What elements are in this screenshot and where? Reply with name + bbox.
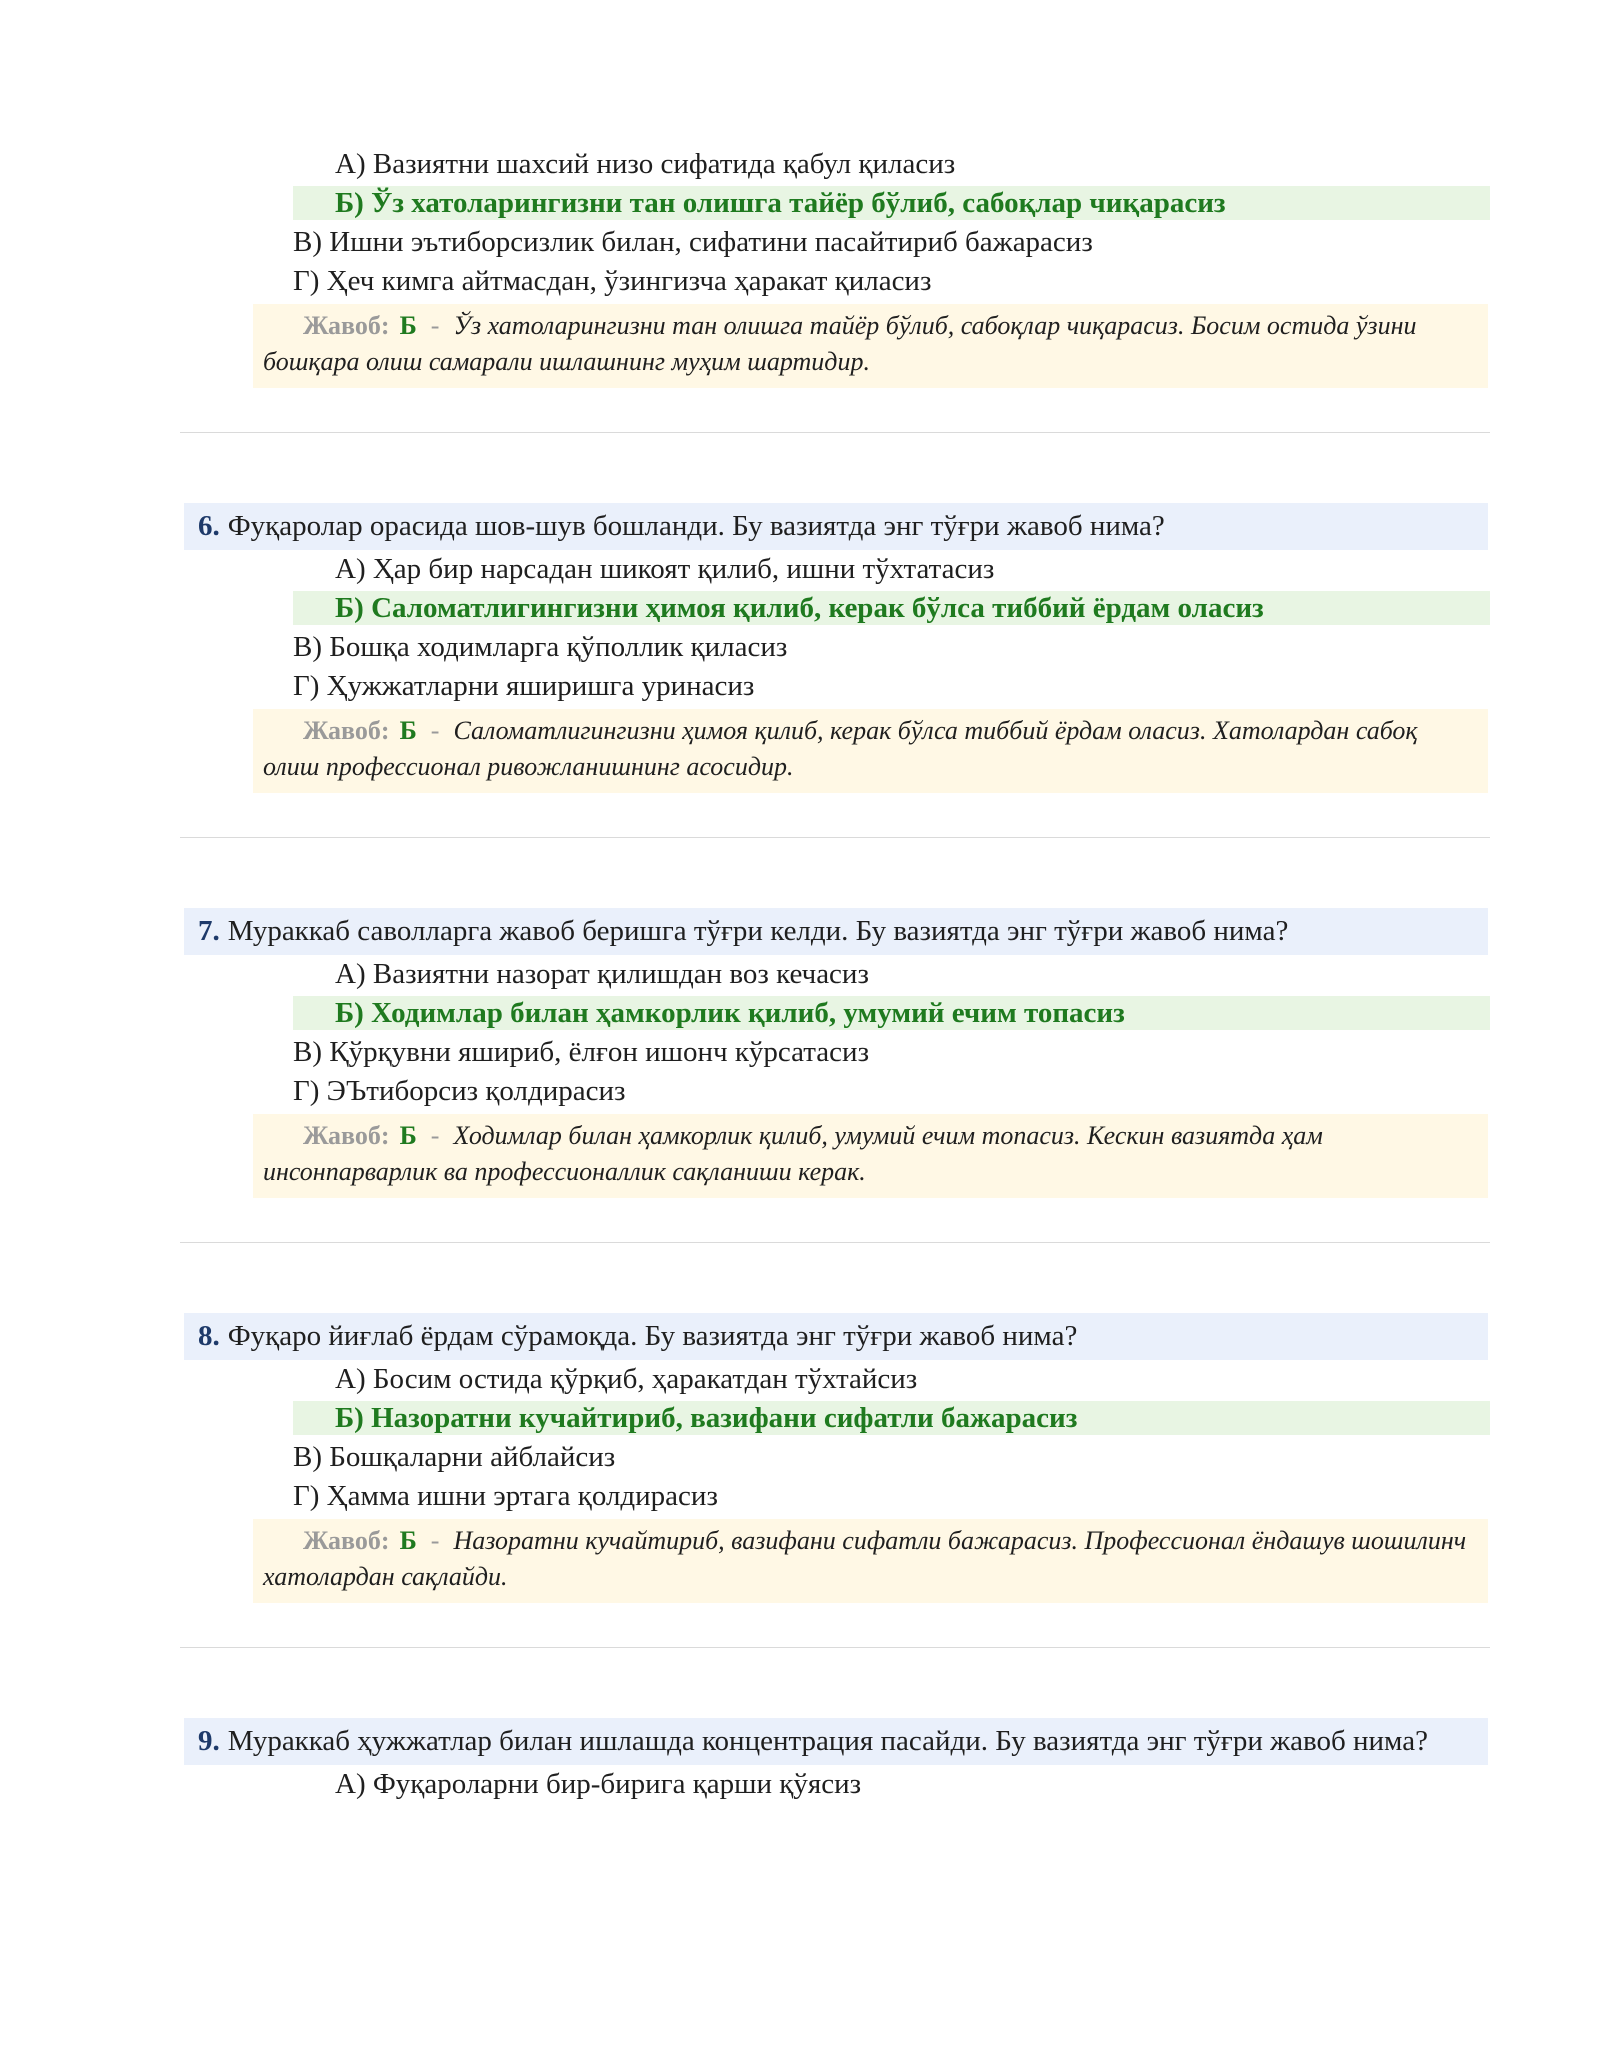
answer-box [253,304,1488,388]
option-g: Г) ЭЪтиборсиз қолдирасиз [293,1075,626,1107]
option-b-correct: Б) Ўз хатоларингизни тан олишга тайёр бўлиб, сабоқлар чиқарасиз [293,186,1490,220]
option-g: Г) Ҳеч кимга айтмасдан, ўзингизча ҳаракат қиласиз [293,265,932,297]
answer-text: Саломатлигингизни ҳимоя қилиб, керак бўлса тиббий ёрдам оласиз. Хатолардан сабоқ олиш профессионал ривожланишнинг асосидир. [263,716,1418,781]
question-header [184,908,1488,955]
question-header [184,503,1488,550]
question-text: Мураккаб ҳужжатлар билан ишлашда концентрация пасайди. Бу вазиятда энг тўғри жавоб нима? [227,1725,1428,1757]
question-number: 6. [198,510,220,542]
question-text: Фуқаро йиғлаб ёрдам сўрамоқда. Бу вазиятда энг тўғри жавоб нима? [227,1320,1078,1352]
answer-letter: Б [399,1121,417,1150]
question-text: Фуқаролар орасида шов-шув бошланди. Бу вазиятда энг тўғри жавоб нима? [227,510,1165,542]
question-number: 9. [198,1725,220,1757]
question-number: 8. [198,1320,220,1352]
option-g: Г) Ҳамма ишни эртага қолдирасиз [293,1480,718,1512]
question-block-7 [180,908,1490,1243]
answer-label: Жавоб: [303,716,390,745]
answer-dash: - [430,311,440,340]
quiz-content [180,145,1490,1806]
option-b-correct: Б) Саломатлигингизни ҳимоя қилиб, керак бўлса тиббий ёрдам оласиз [293,591,1490,625]
answer-box [253,1519,1488,1603]
option-b-correct: Б) Ходимлар билан ҳамкорлик қилиб, умумий ечим топасиз [293,996,1490,1030]
section-divider [180,1647,1490,1648]
question-block-8 [180,1313,1490,1648]
answer-letter: Б [399,716,417,745]
option-a: А) Вазиятни шахсий низо сифатида қабул қиласиз [335,148,956,180]
section-divider [180,837,1490,838]
answer-letter: Б [399,311,417,340]
answer-label: Жавоб: [303,311,390,340]
answer-label: Жавоб: [303,1121,390,1150]
question-header [184,1313,1488,1360]
option-g: Г) Ҳужжатларни яширишга уринасиз [293,670,755,702]
section-divider [180,1242,1490,1243]
section-divider [180,432,1490,433]
answer-label: Жавоб: [303,1526,390,1555]
answer-dash: - [430,716,440,745]
answer-dash: - [430,1526,440,1555]
answer-text: Ўз хатоларингизни тан олишга тайёр бўлиб, сабоқлар чиқарасиз. Босим остида ўзини бошқара олиш самарали ишлашнинг муҳим шартидир. [263,311,1417,376]
question-block-6 [180,503,1490,838]
answer-dash: - [430,1121,440,1150]
option-a: А) Фуқароларни бир-бирига қарши қўясиз [335,1768,862,1800]
option-a: А) Ҳар бир нарсадан шикоят қилиб, ишни тўхтатасиз [335,553,995,585]
option-b-correct: Б) Назоратни кучайтириб, вазифани сифатли бажарасиз [293,1401,1490,1435]
question-block-5 [180,147,1490,433]
option-v: В) Бошқаларни айблайсиз [293,1441,616,1473]
question-block-9 [180,1718,1490,1801]
answer-box [253,709,1488,793]
answer-letter: Б [399,1526,417,1555]
option-a: А) Вазиятни назорат қилишдан воз кечасиз [335,958,869,990]
answer-box [253,1114,1488,1198]
answer-text: Назоратни кучайтириб, вазифани сифатли бажарасиз. Профессионал ёндашув шошилинч хатолардан сақлайди. [263,1526,1467,1591]
answer-text: Ходимлар билан ҳамкорлик қилиб, умумий ечим топасиз. Кескин вазиятда ҳам инсонпарварлик ва профессионаллик сақланиши керак. [263,1121,1323,1186]
question-header [184,1718,1488,1765]
question-number: 7. [198,915,220,947]
question-text: Мураккаб саволларга жавоб беришга тўғри келди. Бу вазиятда энг тўғри жавоб нима? [227,915,1289,947]
option-v: В) Ишни эътиборсизлик билан, сифатини пасайтириб бажарасиз [293,226,1093,258]
option-v: В) Қўрқувни яшириб, ёлғон ишонч кўрсатасиз [293,1036,870,1068]
option-a: А) Босим остида қўрқиб, ҳаракатдан тўхтайсиз [335,1363,918,1395]
option-v: В) Бошқа ходимларга қўполлик қиласиз [293,631,788,663]
